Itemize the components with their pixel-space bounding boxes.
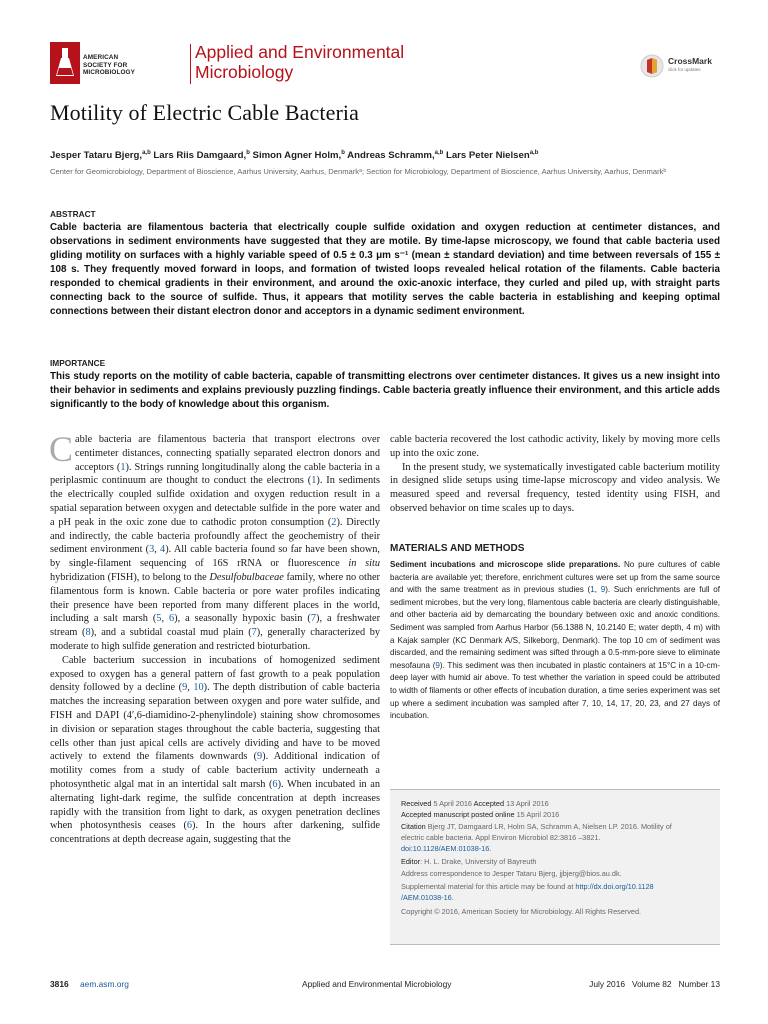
drop-cap: C <box>49 429 74 469</box>
received-accepted-row: Received 5 April 2016 Accepted 13 April 2016 <box>401 799 549 808</box>
crossmark-badge[interactable]: CrossMark click for updates <box>640 50 720 80</box>
author-list: Jesper Tataru Bjerg,$^{a,b}$ Lars Riis Damgaard,$^b$ Simon Agner Holm,$^b$ Andreas Schramm,$^{a,b}$ Lars Peter Nielsen$^{a,b}$ <box>50 150 539 162</box>
methods-paragraph: Sediment incubations and microscope slide preparations. No pure cultures of cable bacteria are available yet; therefore, enrichment cultures were set up from the same source and with the same treatment as in previous studies (1, 9). Such enrichments are full of sediment microbes, but the very long, filamentous cable bacteria are clearly distinguishable, and other bacteria aid by demarcating the boundary between oxic and anoxic conditions. Sediment was sampled from Aarhus Harbor (56.1388 N, 10.2140 E; water depth, 4 m) with a Kajak sampler (KC Denmark A/S, Silkeborg, Denmark). The top 10 cm of sediment was discarded, and the remaining sediment was sifted through a 0.5-mm-pore sieve to eliminate mesofauna (9). This sediment was then incubated in plastic containers at 15°C in a 10-cm-deep layer with humid air above. To test whether the variation in speed could be attributed to width of filaments or other effects of incubation duration, a time series experiment was set up where a sediment incubation was sampled after 7, 10, 14, 17, 20, 23, and 27 days of incubation. <box>390 560 721 721</box>
author[interactable]: Lars Peter Nielsen <box>443 150 530 162</box>
crossmark-icon <box>640 54 664 78</box>
intro-paragraph-1: Cable bacteria are filamentous bacteria that transport electrons over centimeter distances, connecting spatially separated electron donors and acceptors (1). Strings running longitudinally along the cable bacteria in a periplasmic continuum are thought to conduct the electrons (1). In sediments the electrically coupled sulfide oxidation and oxygen reduction result in a spatial separation between oxygen and detectable sulfide in the pore water and a pH peak in the oxic zone due to cathodic proton consumption (2). Directly and indirectly, the cable bacteria profoundly affect the geochemistry of their sediment environment (3, 4). All cable bacteria found so far have been shown, by single-filament sequencing of 16S rRNA or fluorescence in situ hybridization (FISH), to belong to the Desulfobulbaceae family, where no other filamentous form is known. Cable bacteria or pore water profiles indicating their presence have been reported from many different places in the world, including a salt marsh (5, 6), a seasonally hypoxic basin (7), a freshwater stream (8), and a subtidal coastal mud plain (7), generally characterized by moderate to high sulfide generation and restricted bioturbation. <box>49 429 381 652</box>
reference-link[interactable]: 10 <box>193 682 204 694</box>
body-left-column <box>49 429 381 847</box>
reference-link[interactable]: 3 <box>149 544 155 556</box>
page-number: 3816 <box>50 979 69 989</box>
reference-link[interactable]: 4 <box>160 544 166 556</box>
supplemental-row: Supplemental material for this article may be found at http://dx.doi.org/10.1128 <box>401 882 654 892</box>
reference-link[interactable]: 9 <box>182 682 188 694</box>
article-title: Motility of Electric Cable Bacteria <box>50 100 359 125</box>
author[interactable]: Jesper Tataru Bjerg, <box>50 150 143 162</box>
author[interactable]: Andreas Schramm, <box>344 150 435 162</box>
citation-row: Citation Bjerg JT, Damgaard LR, Holm SA, Schramm A, Nielsen LP. 2016. Motility of <box>401 821 672 831</box>
reference-link[interactable]: 7 <box>310 613 317 625</box>
reference-link[interactable]: 6 <box>169 613 175 625</box>
abstract-heading: ABSTRACT <box>50 209 96 219</box>
manuscript-posted-row: Accepted manuscript posted online 15 April 2016 <box>401 810 560 820</box>
reference-link[interactable]: 8 <box>85 627 91 639</box>
methods-heading: MATERIALS AND METHODS <box>390 543 525 554</box>
publisher-name: AMERICAN SOCIETY FOR MICROBIOLOGY <box>83 54 135 77</box>
asm-flask-logo-icon <box>50 42 80 84</box>
reference-link[interactable]: 6 <box>186 820 193 832</box>
intro-paragraph-4: In the present study, we systematically investigated cable bacterium motility in designed slide setups using time-lapse microscopy and video analysis. We measured speed and reversal frequency, tested identity using FISH, and observed behavior on time scales up to days. <box>390 461 720 514</box>
abstract-text: Cable bacteria are filamentous bacteria that electrically couple sulfide oxidation and oxygen reduction at centimeter distances, and observations in sediment environments have suggested that they are motile. By time-lapse microscopy, we found that cable bacteria used gliding motility on surfaces with a highly variable speed of 0.5 ± 0.3 μm s⁻¹ (mean ± standard deviation) and time between reversals of 155 ± 108 s. They frequently moved forward in loops, and formation of twisted loops revealed helical rotation of the filaments. Cable bacteria responded to chemical gradients in their environment, and around the oxic-anoxic interface, they curled and piled up, with straight parts connecting back to the source of sulfide. Thus, it appears that motility serves the cable bacteria in establishing and keeping optimal connections between their distant electron donor and acceptors in a dynamic sediment environment. <box>50 222 720 317</box>
reference-link[interactable]: 6 <box>272 778 278 790</box>
citation-doi-link[interactable]: doi:10.1128/AEM.01038-16. <box>401 844 492 854</box>
journal-name[interactable]: Applied and Environmental Microbiology <box>195 42 405 82</box>
intro-paragraph-3: cable bacteria recovered the lost cathodic activity, likely by moving more cells up into the oxic zone. <box>390 434 720 459</box>
article-info-box: Received 5 April 2016 Accepted 13 April 2016 Accepted manuscript posted online 15 April 2016 Citation Bjerg JT, Damgaard LR, Holm SA, Schramm A, Nielsen LP. 2016. Motility of electric cable bacteria. Appl Environ Microbiol 82:3816 –3821. doi:10.1128/AEM.01038-16. Editor: H. L. Drake, University of Bayreuth Address correspondence to Jesper Tataru Bjerg, jjbjerg@bios.au.dk. Supplemental material for this article may be found at http://dx.doi.org/10.1128 /AEM.01038-16. Copyright © 2016, American Society for Microbiology. All Rights Reserved. <box>390 789 720 945</box>
copyright-row: Copyright © 2016, American Society for Microbiology. All Rights Reserved. <box>401 906 642 916</box>
importance-text: This study reports on the motility of cable bacteria, capable of transmitting electrons over centimeter distances. It gives us a new insight into their behavior in sediments and explains previously puzzling findings. Cable bacteria greatly influence their environment, and this article adds significantly to the body of knowledge about this organism. <box>50 371 720 410</box>
reference-link[interactable]: 9 <box>600 585 606 595</box>
reference-link[interactable]: 9 <box>257 751 263 763</box>
supplemental-link[interactable]: http://dx.doi.org/10.1128 <box>575 882 654 892</box>
issue-info: July 2016 Volume 82 Number 13 <box>589 979 720 989</box>
supplemental-link[interactable]: /AEM.01038-16 <box>401 893 452 903</box>
affiliations: Center for Geomicrobiology, Department of Bioscience, Aarhus University, Aarhus, Denmarkᵃ; Section for Microbiology, Department of Bioscience, Aarhus University, Aarhus, Denmarkᵇ <box>50 167 667 176</box>
reference-link[interactable]: 1 <box>311 475 317 487</box>
journal-website-link[interactable]: aem.asm.org <box>80 979 129 989</box>
journal-header <box>50 40 720 90</box>
editor-row: Editor: H. L. Drake, University of Bayreuth <box>401 857 537 867</box>
reference-link[interactable]: 2 <box>331 516 337 528</box>
page-footer <box>50 979 720 993</box>
intro-paragraph-2: Cable bacterium succession in incubations of homogenized sediment exposed to oxygen has a general pattern of fast growth to a peak population density followed by a decline (9, 10). The depth distribution of cable bacteria matches the increasing separation between oxygen and pore water sulfide, and FISH and DAPI (4′,6-diamidino-2-phenylindole) staining show chromosomes in division or separation stages throughout the cable bacteria, suggesting that cells other than just apical cells are actively dividing and have to be moved actively to extend the filaments downwards (9). Additional indication of motility comes from a study of cable bacterium activity underneath a photosynthetic algal mat in an intertidal salt marsh (6). When incubated in an alternating light-dark regime, the sulfide concentration at depth increases rapidly with the transition from light to dark, as oxygen penetration declines when photosynthesis ceases (6). In the hours after darkening, sulfide concentrations at depth decrease again, suggesting that the <box>50 654 380 846</box>
author[interactable]: Lars Riis Damgaard, <box>150 150 247 162</box>
reference-link[interactable]: 1 <box>590 585 595 595</box>
methods-subheading: Sediment incubations and microscope slide preparations. <box>390 560 621 569</box>
footer-journal-name: Applied and Environmental Microbiology <box>302 979 452 989</box>
header-divider <box>190 44 191 84</box>
reference-link[interactable]: 9 <box>435 660 440 670</box>
correspondence-row: Address correspondence to Jesper Tataru Bjerg, jjbjerg@bios.au.dk. <box>401 868 622 878</box>
importance-heading: IMPORTANCE <box>50 358 106 368</box>
author[interactable]: Simon Agner Holm, <box>249 150 342 162</box>
reference-link[interactable]: 1 <box>120 461 126 473</box>
reference-link[interactable]: 5 <box>156 613 162 625</box>
reference-link[interactable]: 7 <box>251 627 257 639</box>
body-right-column <box>390 433 720 516</box>
